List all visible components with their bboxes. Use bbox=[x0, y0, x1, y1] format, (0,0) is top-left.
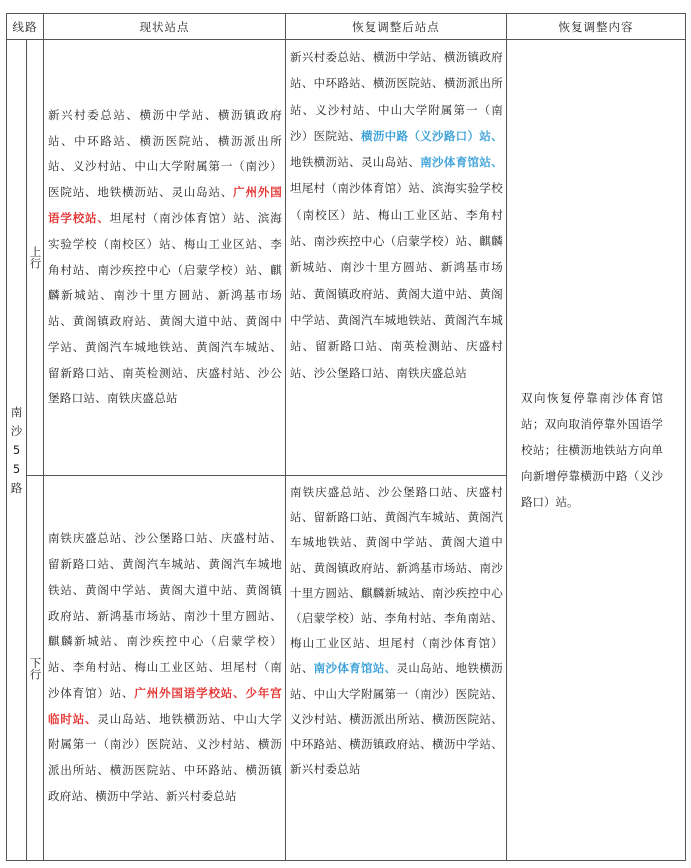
up-adjusted-added-station-1: 横沥中路（义沙路口）站、 bbox=[361, 128, 503, 143]
up-adjusted-stations bbox=[286, 40, 507, 476]
route-name-char: 5 bbox=[12, 461, 21, 476]
up-current-text-1: 新兴村委总站、横沥中学站、横沥镇政府站、中环路站、横沥医院站、横沥派出所站、义沙村站、中山大学附属第一（南沙）医院站、地铁横沥站、灵山岛站、 bbox=[48, 107, 282, 200]
up-adjusted-text-1: 新兴村委总站、横沥中学站、横沥镇政府站、中环路站、横沥医院站、横沥派出所站、义沙村站、中山大学附属第一（南沙）医院站、 bbox=[290, 50, 503, 143]
header-adjusted-stations: 恢复调整后站点 bbox=[286, 14, 507, 40]
header-current-stations: 现状站点 bbox=[44, 14, 286, 40]
route-name-char: 5 bbox=[12, 442, 21, 457]
route-adjustment-table bbox=[6, 13, 686, 861]
down-current-stations bbox=[44, 476, 286, 861]
down-adjusted-text-2: 灵山岛站、地铁横沥站、中山大学附属第一（南沙）医院站、义沙村站、横沥派出所站、横沥医院站、中环路站、横沥镇政府站、横沥中学站、新兴村委总站 bbox=[290, 661, 503, 777]
up-current-stations bbox=[44, 40, 286, 476]
adjustment-content: 双向恢复停靠南沙体育馆站；双向取消停靠外国语学校站；往横沥地铁站方向单向新增停靠横沥中路（义沙路口）站。 bbox=[507, 40, 686, 861]
up-adjusted-text-2: 地铁横沥站、灵山岛站、 bbox=[290, 155, 421, 170]
route-name-char: 路 bbox=[10, 480, 23, 495]
route-name-char: 沙 bbox=[10, 423, 23, 438]
up-adjusted-added-station-2: 南沙体育馆站、 bbox=[420, 155, 503, 170]
down-current-text-1: 南铁庆盛总站、沙公堡路口站、庆盛村站、留新路口站、黄阁汽车城站、黄阁汽车城地铁站、黄阁中学站、黄阁大道中站、黄阁镇政府站、新鸿基市场站、南沙十里方圆站、麒麟新城站、南沙疾控中心（启蒙学校）站、李角村站、梅山工业区站、坦尾村（南沙体育馆）站、 bbox=[48, 531, 282, 700]
direction-up-label: 上行 bbox=[28, 246, 43, 269]
up-current-text-2: 坦尾村（南沙体育馆）站、滨海实验学校（南校区）站、梅山工业区站、李角村站、南沙疾控中心（启蒙学校）站、麒麟新城站、南沙十里方圆站、新鸿基市场站、黄阁镇政府站、黄阁大道中站、黄阁中学站、黄阁汽车城地铁站、黄阁汽车城站、留新路口站、南英检测站、庆盛村站、沙公堡路口站、南铁庆盛总站 bbox=[48, 210, 283, 406]
route-name-cell bbox=[7, 40, 27, 861]
direction-down-label: 下行 bbox=[28, 656, 43, 680]
row-up bbox=[7, 40, 686, 476]
down-current-removed-stations: 广州外国语学校站、少年宫临时站、 bbox=[48, 685, 282, 726]
header-row bbox=[7, 14, 686, 40]
down-adjusted-text-1: 南铁庆盛总站、沙公堡路口站、庆盛村站、留新路口站、黄阁汽车城站、黄阁汽车城地铁站、黄阁中学站、黄阁大道中站、黄阁镇政府站、新鸿基市场站、南沙十里方圆站、麒麟新城站、南沙疾控中心（启蒙学校）站、李角村站、李角南站、梅山工业区站、坦尾村（南沙体育馆）站、 bbox=[290, 485, 503, 676]
direction-up bbox=[27, 40, 44, 476]
header-line: 线路 bbox=[7, 14, 44, 40]
down-current-text-2: 灵山岛站、地铁横沥站、中山大学附属第一（南沙）医院站、义沙村站、横沥派出所站、横沥医院站、中环路站、横沥镇政府站、横沥中学站、新兴村委总站 bbox=[48, 711, 283, 804]
direction-down bbox=[27, 476, 44, 861]
up-adjusted-text-3: 坦尾村（南沙体育馆）站、滨海实验学校（南校区）站、梅山工业区站、李角村站、南沙疾控中心（启蒙学校）站、麒麟新城站、南沙十里方圆站、新鸿基市场站、黄阁镇政府站、黄阁大道中站、黄阁中学站、黄阁汽车城地铁站、黄阁汽车城站、留新路口站、南英检测站、庆盛村站、沙公堡路口站、南铁庆盛总站 bbox=[290, 181, 503, 380]
down-adjusted-stations bbox=[286, 476, 507, 861]
route-name-char: 南 bbox=[10, 404, 23, 419]
header-adjustment-content: 恢复调整内容 bbox=[507, 14, 686, 40]
up-current-removed-station: 广州外国语学校站、 bbox=[48, 185, 283, 225]
down-adjusted-added-station: 南沙体育馆站、 bbox=[313, 661, 397, 676]
